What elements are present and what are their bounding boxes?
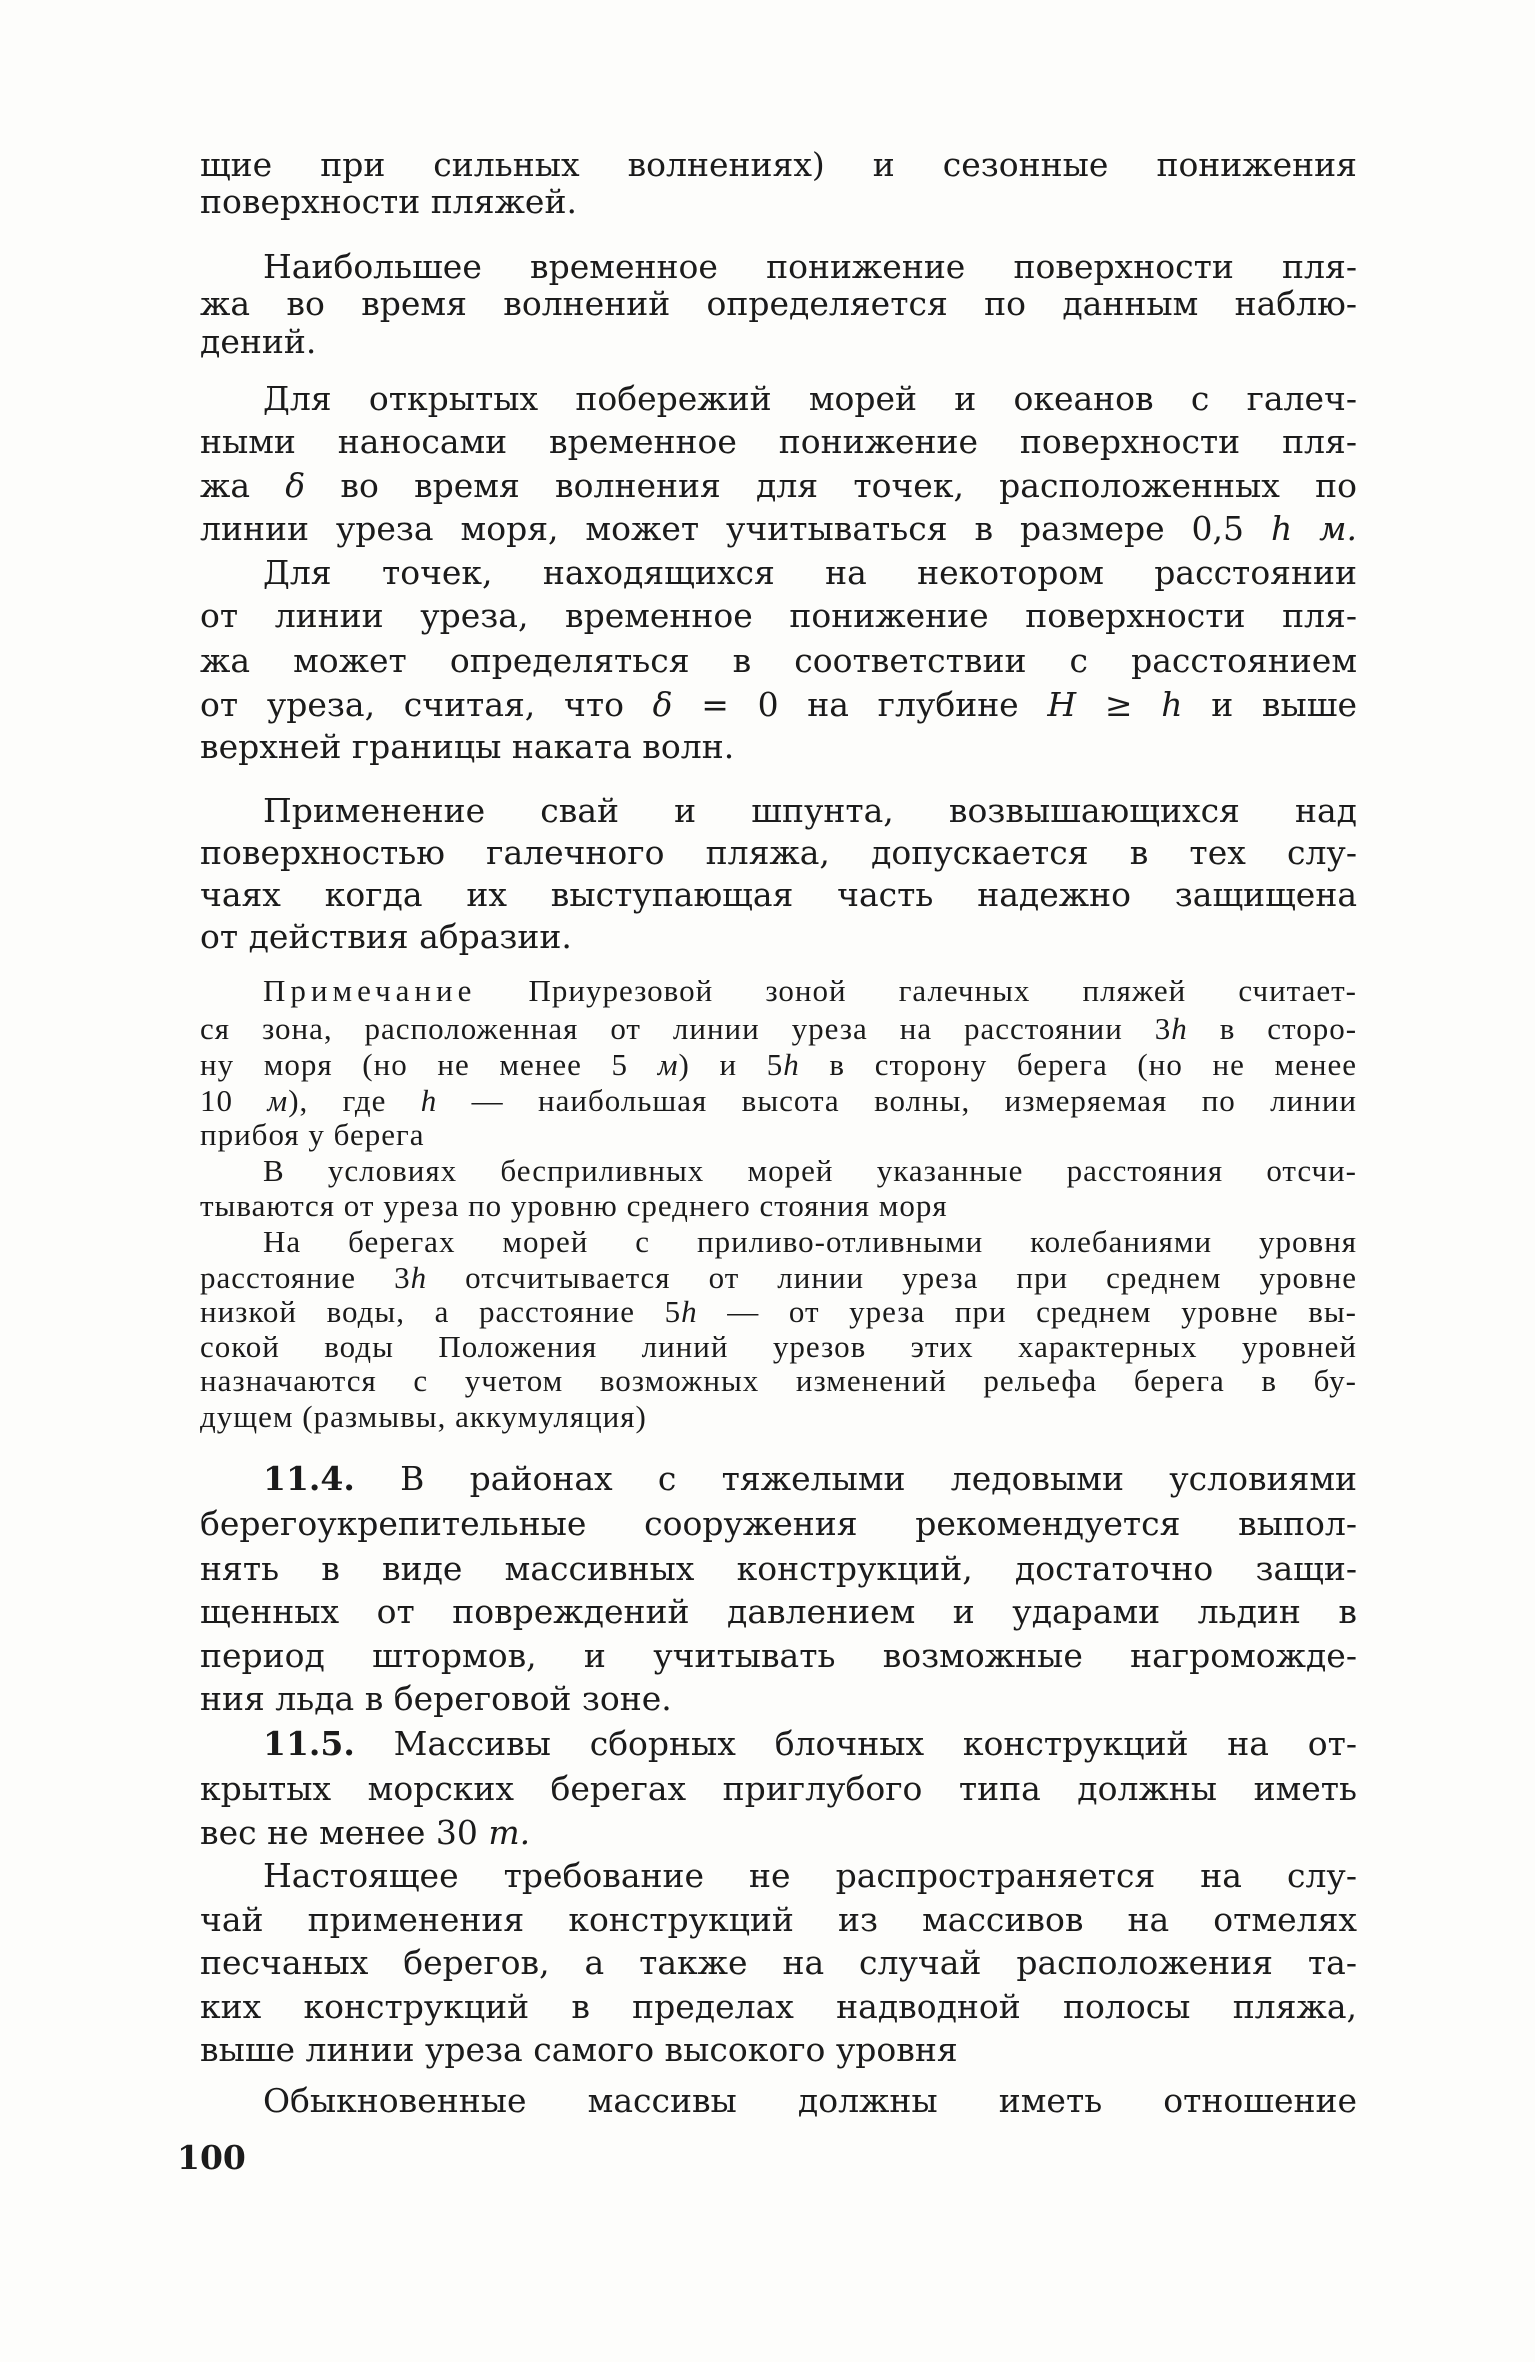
text-segment: ся зона, расположенная от линии уреза на расстоянии 3 (200, 1011, 1172, 1046)
note-line (263, 974, 1357, 1008)
text-segment: жа (200, 466, 286, 505)
unit-symbol: м (267, 1083, 289, 1118)
text-line: верхней границы наката волн. (200, 727, 735, 766)
note-line: тываются от уреза по уровню среднего стояния моря (200, 1188, 948, 1223)
math-symbol: h (410, 1260, 428, 1295)
text-segment: В районах с тяжелыми ледовыми условиями (354, 1459, 1357, 1498)
text-line (200, 1813, 1357, 1853)
section-line (263, 1459, 1357, 1499)
text-segment: = 0 на глубине (672, 685, 1048, 724)
note-line: прибоя у берега (200, 1117, 425, 1152)
text-segment: ≥ (1076, 685, 1162, 724)
text-segment: — наибольшая высота волны, измеряемая по линии (437, 1083, 1358, 1118)
note-label: Примечание (263, 973, 477, 1008)
text-line: поверхностью галечного пляжа, допускается в тех слу- (200, 833, 1357, 872)
text-line: чаях когда их выступающая часть надежно защищена (200, 875, 1357, 914)
math-symbol: h (1171, 1011, 1188, 1046)
text-segment: и выше (1182, 685, 1357, 724)
text-segment: Массивы сборных блочных конструкций на от- (354, 1724, 1357, 1763)
unit-symbol: м (657, 1047, 679, 1082)
note-line: В условиях бесприливных морей указанные расстояния отсчи- (263, 1153, 1357, 1188)
math-symbol: δ (285, 466, 306, 505)
text-line: песчаных берегов, а также на случай расположения та- (200, 1943, 1357, 1982)
math-symbol: h м. (1270, 509, 1357, 548)
text-segment: от уреза, считая, что (200, 685, 653, 724)
text-line: щие при сильных волнениях) и сезонные понижения (200, 145, 1357, 184)
math-symbol: h (783, 1047, 800, 1082)
text-line: Наибольшее временное понижение поверхности пля- (263, 247, 1357, 286)
text-segment: 10 (200, 1083, 268, 1118)
text-segment: — от уреза при среднем уровне вы- (697, 1294, 1357, 1329)
text-line: Для точек, находящихся на некотором расстоянии (263, 553, 1357, 592)
note-line: На берегах морей с приливо-отливными колебаниями уровня (263, 1224, 1357, 1259)
note-line (200, 1084, 1357, 1118)
note-line (200, 1261, 1357, 1295)
text-segment: ) и 5 (678, 1047, 784, 1082)
text-line: Настоящее требование не распространяется на слу- (263, 1856, 1357, 1895)
note-line (200, 1295, 1357, 1329)
text-line: от действия абразии. (200, 917, 572, 956)
text-segment: вес не менее 30 (200, 1813, 489, 1852)
text-line: ких конструкций в пределах надводной полосы пляжа, (200, 1987, 1357, 2026)
text-segment: ну моря (но не менее 5 (200, 1047, 658, 1082)
page-number: 100 (177, 2138, 246, 2177)
math-symbol: H (1047, 685, 1077, 724)
text-line: Для открытых побережий морей и океанов с галеч- (263, 379, 1357, 418)
text-line: выше линии уреза самого высокого уровня (200, 2030, 958, 2069)
note-line (200, 1012, 1357, 1046)
section-line (263, 1724, 1357, 1764)
text-line: нять в виде массивных конструкций, достаточно защи- (200, 1549, 1357, 1588)
note-line: дущем (размывы, аккумуляция) (200, 1399, 647, 1434)
text-line: жа во время волнений определяется по данным наблю- (200, 284, 1357, 323)
text-line: поверхности пляжей. (200, 182, 577, 221)
text-line: дений. (200, 322, 317, 361)
unit-symbol: т. (488, 1813, 531, 1852)
math-symbol: h (1161, 685, 1183, 724)
text-segment: низкой воды, а расстояние 5 (200, 1294, 682, 1329)
text-line: Обыкновенные массивы должны иметь отношение (263, 2081, 1357, 2120)
section-number: 11.5. (263, 1724, 355, 1763)
section-number: 11.4. (263, 1459, 355, 1498)
text-line: крытых морских берегах приглубого типа должны иметь (200, 1769, 1357, 1808)
note-line (200, 1048, 1357, 1082)
text-segment: Приурезовой зоной галечных пляжей считает- (476, 973, 1357, 1008)
text-line: от линии уреза, временное понижение поверхности пля- (200, 596, 1357, 635)
text-line: берегоукрепительные сооружения рекомендуется выпол- (200, 1504, 1357, 1543)
note-line: назначаются с учетом возможных изменений рельефа берега в бу- (200, 1363, 1357, 1398)
text-line (200, 685, 1357, 725)
text-segment: ), где (288, 1083, 421, 1118)
text-line (200, 509, 1357, 549)
text-line: щенных от повреждений давлением и ударами льдин в (200, 1592, 1357, 1631)
text-segment: во время волнения для точек, расположенных по (305, 466, 1358, 505)
text-line: ния льда в береговой зоне. (200, 1679, 672, 1718)
text-line: жа может определяться в соответствии с расстоянием (200, 641, 1357, 680)
text-line: Применение свай и шпунта, возвышающихся над (263, 791, 1357, 830)
math-symbol: h (681, 1294, 698, 1329)
text-segment: отсчитывается от линии уреза при среднем уровне (427, 1260, 1358, 1295)
text-line (200, 466, 1357, 506)
text-segment: расстояние 3 (200, 1260, 411, 1295)
text-segment: линии уреза моря, может учитываться в размере 0,5 (200, 509, 1271, 548)
text-segment: в сторо- (1187, 1011, 1358, 1046)
text-segment: в сторону берега (но не менее (799, 1047, 1357, 1082)
math-symbol: h (420, 1083, 438, 1118)
note-line: сокой воды Положения линий урезов этих характерных уровней (200, 1329, 1357, 1364)
math-symbol: δ (652, 685, 673, 724)
text-line: ными наносами временное понижение поверхности пля- (200, 422, 1357, 461)
text-line: период штормов, и учитывать возможные нагроможде- (200, 1636, 1357, 1675)
text-line: чай применения конструкций из массивов на отмелях (200, 1900, 1357, 1939)
